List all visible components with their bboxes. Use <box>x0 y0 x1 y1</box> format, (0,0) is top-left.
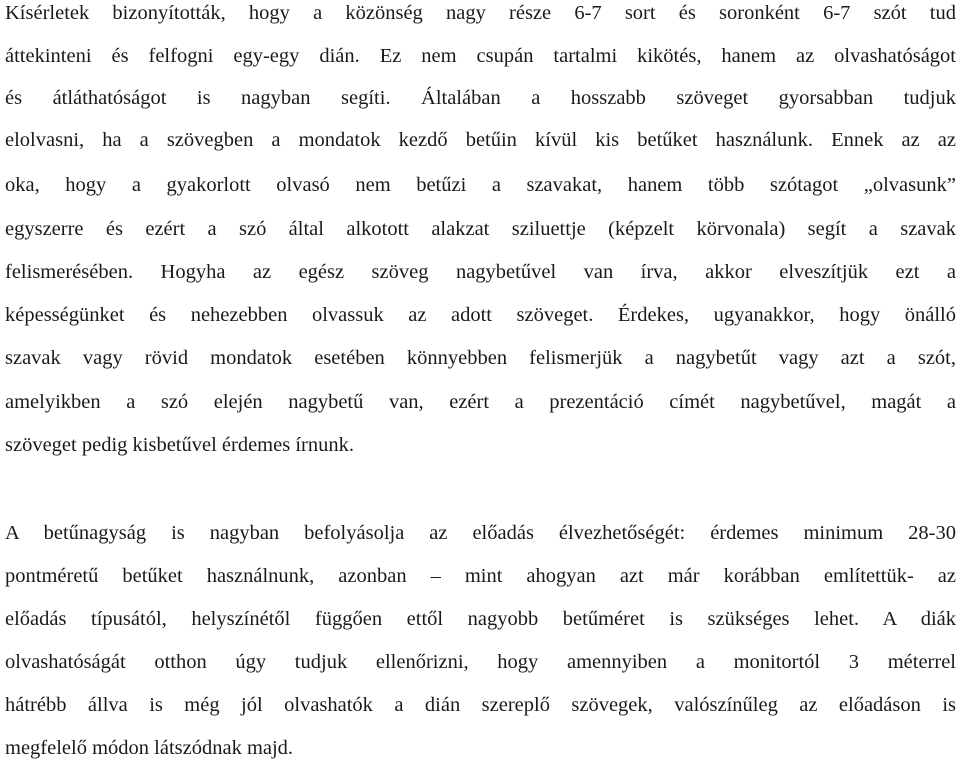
text-line: pontméretű betűket használnunk, azonban – mint ahogyan azt már korábban említettük- az <box>5 565 956 587</box>
text-line: hátrébb állva is még jól olvashatók a dián szereplő szövegek, valószínűleg az előadáson is <box>5 694 956 716</box>
text-line: olvashatóságát otthon úgy tudjuk ellenőrizni, hogy amennyiben a monitortól 3 méterrel <box>5 651 956 673</box>
text-line: és átláthatóságot is nagyban segíti. Általában a hosszabb szöveget gyorsabban tudjuk <box>5 87 956 109</box>
text-line: előadás típusától, helyszínétől függően ettől nagyobb betűméret is szükséges lehet. A diák <box>5 608 956 630</box>
text-line: elolvasni, ha a szövegben a mondatok kezdő betűin kívül kis betűket használunk. Ennek az az <box>5 129 956 151</box>
text-line: képességünket és nehezebben olvassuk az adott szöveget. Érdekes, ugyanakkor, hogy önálló <box>5 304 956 326</box>
text-line: felismerésében. Hogyha az egész szöveg nagybetűvel van írva, akkor elveszítjük ezt a <box>5 261 956 283</box>
text-line: szavak vagy rövid mondatok esetében könnyebben felismerjük a nagybetűt vagy azt a szót, <box>5 347 956 369</box>
text-line: amelyikben a szó elején nagybetű van, ezért a prezentáció címét nagybetűvel, magát a <box>5 391 956 413</box>
text-line: megfelelő módon látszódnak majd. <box>5 737 294 759</box>
text-line: egyszerre és ezért a szó által alkotott alakzat sziluettje (képzelt körvonala) segít a szavak <box>5 218 956 240</box>
text-line: áttekinteni és felfogni egy-egy dián. Ez nem csupán tartalmi kikötés, hanem az olvashatóságot <box>5 45 956 67</box>
text-line: oka, hogy a gyakorlott olvasó nem betűzi a szavakat, hanem több szótagot „olvasunk” <box>5 174 956 196</box>
text-line: szöveget pedig kisbetűvel érdemes írnunk. <box>5 434 354 456</box>
text-line: A betűnagyság is nagyban befolyásolja az előadás élvezhetőségét: érdemes minimum 28-30 <box>5 522 956 544</box>
text-line: Kísérletek bizonyították, hogy a közönség nagy része 6-7 sort és soronként 6-7 szót tud <box>5 2 956 24</box>
